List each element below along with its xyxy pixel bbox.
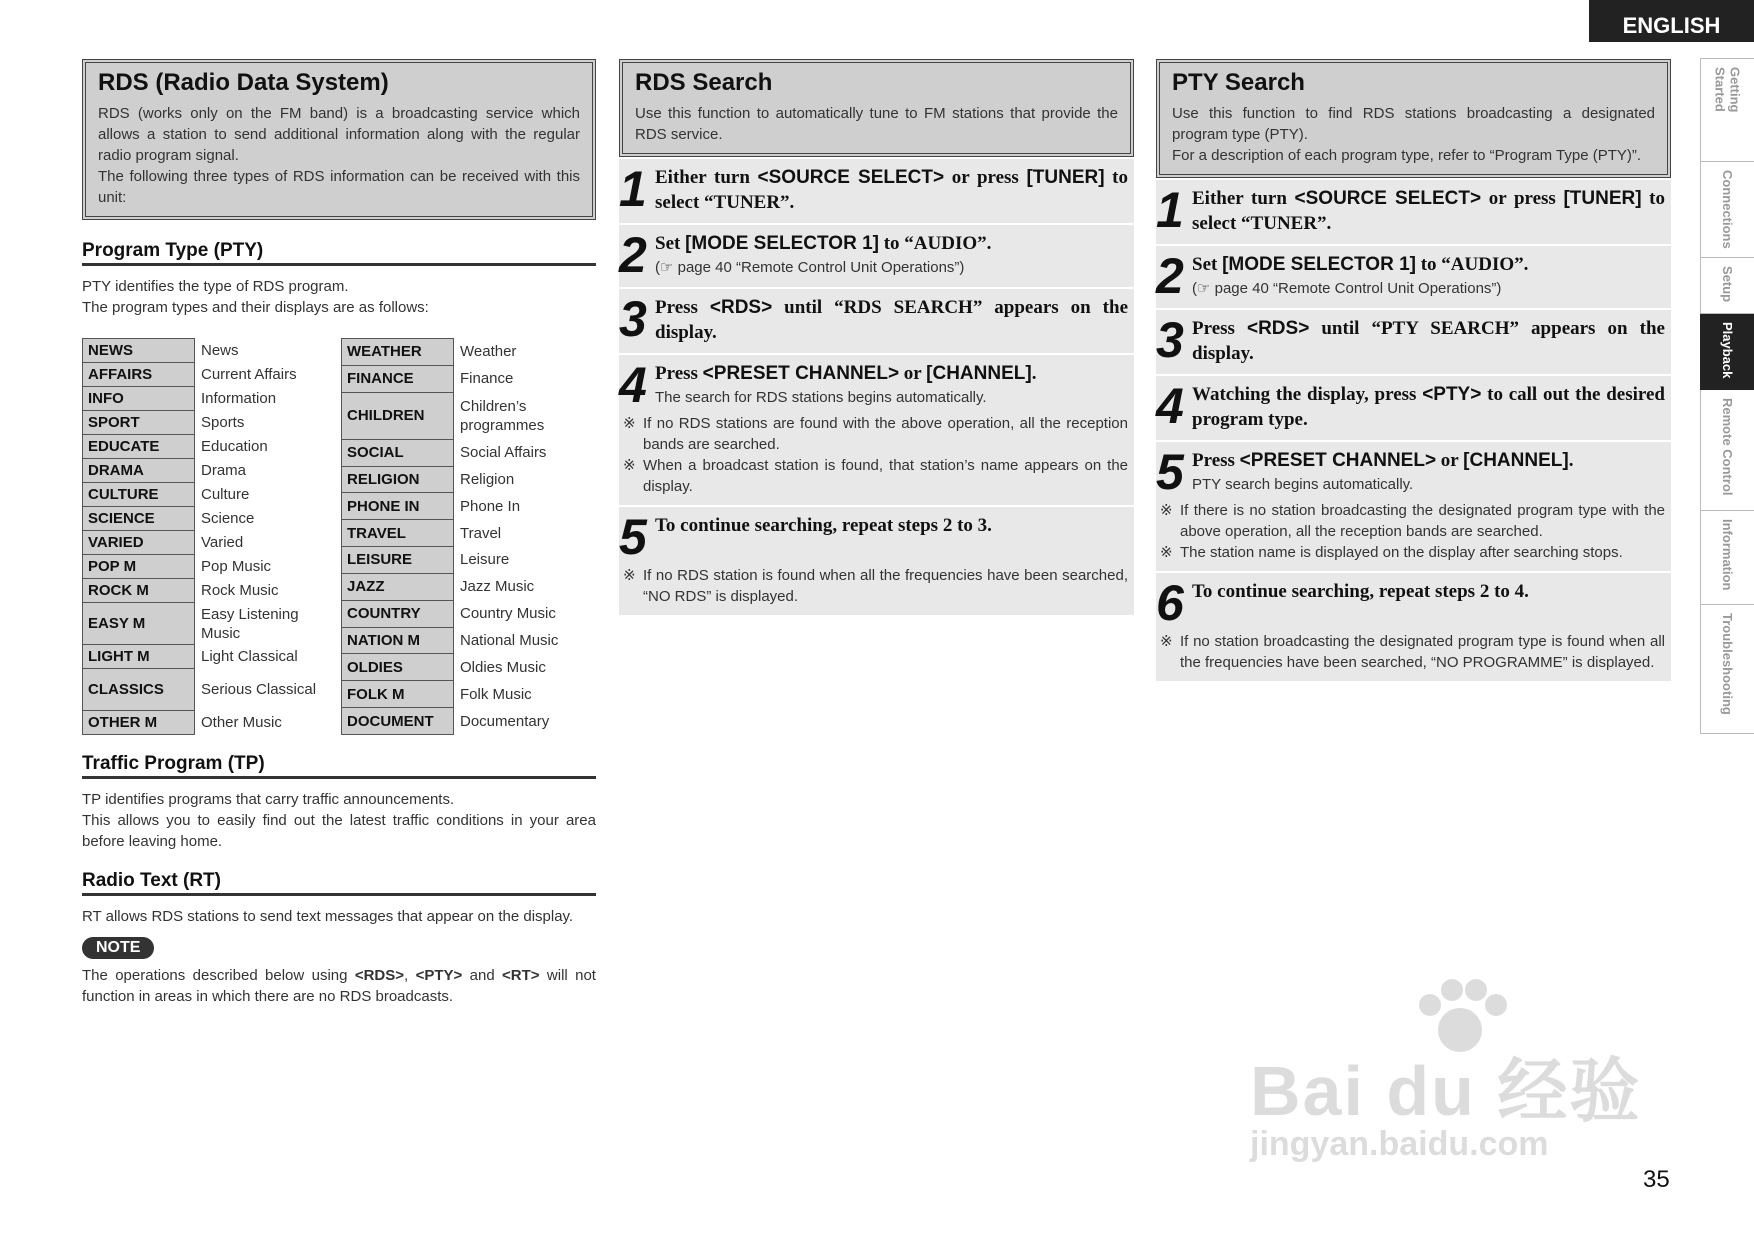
remark: ※ When a broadcast station is found, that station’s name appears on the display. [623, 457, 1128, 495]
pty-display: Light Classical [201, 648, 298, 665]
pty-code: SPORT [83, 411, 195, 435]
pty-display: Leisure [460, 551, 510, 569]
pty-tables [82, 338, 596, 735]
pty-display: Education [201, 438, 268, 455]
pty-display: Sports [201, 414, 245, 431]
pty-display: Serious Classical [201, 681, 317, 698]
rds-intro-2: The following three types of RDS information can be received with this unit: [98, 168, 580, 206]
pty-display: Information [201, 390, 277, 407]
step-number: 3 [619, 291, 647, 347]
pty-row [83, 555, 325, 579]
pty-text-1: PTY identifies the type of RDS program. [82, 278, 349, 295]
pty-description [82, 276, 596, 318]
pty-code: EDUCATE [83, 435, 195, 459]
pty-row [83, 363, 325, 387]
pty-display: Documentary [460, 712, 550, 730]
pty-code: VARIED [83, 531, 195, 555]
step-title: Press <PRESET CHANNEL> or [CHANNEL]. [1192, 450, 1574, 471]
step-number: 5 [619, 509, 647, 565]
rds-search-column [619, 59, 1134, 617]
pty-display: Jazz Music [460, 578, 535, 596]
pty-display: Social Affairs [460, 444, 547, 462]
rds-intro: RDS (works only on the FM band) is a broadcasting service which allows a station to send additional information along with the regular radio program signal. [98, 105, 580, 164]
pty-row [342, 573, 584, 600]
pty-display: Pop Music [201, 558, 272, 575]
rds-search-title: RDS Search [635, 69, 773, 96]
pty-row [342, 708, 584, 735]
baidu-watermark [1240, 975, 1660, 1175]
note-text-post: will not function in areas in which there are no RDS broadcasts. [82, 967, 596, 1005]
rds-step-4 [619, 355, 1134, 507]
step-reference: (☞ page 40 “Remote Control Unit Operations”) [655, 259, 965, 276]
rds-header-box [82, 59, 596, 220]
pty-section-title: Program Type (PTY) [82, 240, 596, 266]
pty-search-title: PTY Search [1172, 69, 1305, 96]
step-number: 6 [1156, 575, 1184, 631]
remark: ※ If no station broadcasting the designated program type is found when all the frequencies have been searched, “NO PROGRAMME” is displayed. [1160, 633, 1665, 671]
pty-row [83, 339, 325, 363]
pty-code: PHONE IN [342, 493, 454, 520]
step-number: 3 [1156, 312, 1184, 368]
step-title: Press <PRESET CHANNEL> or [CHANNEL]. [655, 363, 1037, 384]
note-badge: NOTE [82, 937, 154, 959]
pty-display: Folk Music [460, 685, 532, 703]
pty-step-5 [1156, 442, 1671, 573]
pty-row [83, 669, 325, 711]
step-title: Press <RDS> until “RDS SEARCH” appears on the display. [655, 297, 1129, 343]
pty-row [83, 711, 325, 735]
pty-display: Science [201, 510, 255, 527]
pty-code: SOCIAL [342, 439, 454, 466]
pty-step-6 [1156, 573, 1671, 683]
pty-row [342, 339, 584, 366]
pty-row [83, 483, 325, 507]
remark: ※ If no RDS stations are found with the above operation, all the reception bands are searched. [623, 415, 1128, 453]
pty-row [342, 392, 584, 439]
rt-description: RT allows RDS stations to send text messages that appear on the display. [82, 908, 574, 925]
step-description: PTY search begins automatically. [1192, 476, 1414, 493]
pty-display: Finance [460, 370, 514, 388]
pty-row [83, 645, 325, 669]
page-number: 35 [1643, 1166, 1670, 1193]
pty-step-4 [1156, 376, 1671, 442]
side-nav [1700, 58, 1754, 734]
pty-row [83, 435, 325, 459]
pty-display: News [201, 342, 239, 359]
tp-text-2: This allows you to easily find out the latest traffic conditions in your area before leaving home. [82, 812, 596, 850]
pty-row [83, 507, 325, 531]
pty-search-intro-1: Use this function to find RDS stations broadcasting a designated program type (PTY). [1172, 105, 1655, 143]
step-number: 1 [619, 161, 647, 217]
rds-step-5 [619, 507, 1134, 617]
tp-text-1: TP identifies programs that carry traffic announcements. [82, 791, 455, 808]
pty-row [342, 439, 584, 466]
pty-display: Religion [460, 470, 515, 488]
note-and: and [462, 967, 503, 984]
step-number: 1 [1156, 182, 1184, 238]
step-description: The search for RDS stations begins automatically. [655, 389, 987, 406]
pty-code: FINANCE [342, 365, 454, 392]
pty-row [342, 520, 584, 547]
step-number: 4 [1156, 378, 1184, 434]
pty-code: NEWS [83, 339, 195, 363]
rds-title: RDS (Radio Data System) [98, 69, 389, 96]
step-title: Press <RDS> until “PTY SEARCH” appears on the display. [1192, 318, 1665, 364]
pty-row [342, 466, 584, 493]
pty-display: Rock Music [201, 582, 279, 599]
pty-code: LIGHT M [83, 645, 195, 669]
pty-display: Easy Listening Music [201, 605, 299, 642]
pty-row [83, 603, 325, 645]
pty-code: OLDIES [342, 654, 454, 681]
nav-setup[interactable]: Setup [1700, 258, 1754, 314]
note-text-pre: The operations described below using [82, 967, 355, 984]
pty-code: CULTURE [83, 483, 195, 507]
rds-search-header-box [619, 59, 1134, 157]
step-number: 5 [1156, 444, 1184, 500]
pty-display: Children’s programmes [460, 397, 545, 434]
step-number: 2 [1156, 248, 1184, 304]
pty-display: Phone In [460, 497, 521, 515]
pty-display: Weather [460, 343, 517, 361]
pty-display: Other Music [201, 714, 282, 731]
rds-step-3 [619, 289, 1134, 355]
pty-code: ROCK M [83, 579, 195, 603]
pty-row [83, 411, 325, 435]
pty-row [83, 387, 325, 411]
pty-display: Culture [201, 486, 250, 503]
pty-row [342, 654, 584, 681]
pty-step-2 [1156, 246, 1671, 310]
rds-column [82, 59, 596, 1007]
pty-step-1 [1156, 180, 1671, 246]
pty-code: INFO [83, 387, 195, 411]
remark: ※ The station name is displayed on the display after searching stops. [1160, 544, 1623, 561]
step-reference: (☞ page 40 “Remote Control Unit Operations”) [1192, 280, 1502, 297]
step-title: Either turn <SOURCE SELECT> or press [TUNER] to select “TUNER”. [1192, 188, 1666, 234]
pty-code: JAZZ [342, 573, 454, 600]
pty-search-column [1156, 59, 1671, 683]
rds-search-intro: Use this function to automatically tune to FM stations that provide the RDS service. [635, 105, 1118, 143]
pty-code: DRAMA [83, 459, 195, 483]
pty-display: Current Affairs [201, 366, 297, 383]
nav-playback[interactable]: Playback [1700, 314, 1754, 390]
pty-step-3 [1156, 310, 1671, 376]
pty-code: COUNTRY [342, 600, 454, 627]
pty-display: Oldies Music [460, 658, 546, 676]
step-title: To continue searching, repeat steps 2 to 4. [1192, 581, 1529, 602]
pty-code: EASY M [83, 603, 195, 645]
pty-display: Drama [201, 462, 247, 479]
pty-code: DOCUMENT [342, 708, 454, 735]
pty-code: TRAVEL [342, 520, 454, 547]
rds-step-1 [619, 159, 1134, 225]
pty-code: FOLK M [342, 681, 454, 708]
nav-troubleshooting[interactable]: Troubleshooting [1700, 605, 1754, 734]
remark: ※ If no RDS station is found when all the frequencies have been searched, “NO RDS” is displayed. [623, 567, 1128, 605]
pty-row [83, 531, 325, 555]
pty-row [83, 459, 325, 483]
nav-connections[interactable]: Connections [1700, 162, 1754, 258]
pty-row [83, 579, 325, 603]
watermark-text: Bai du 经验 [1250, 1052, 1642, 1130]
pty-code: WEATHER [342, 339, 454, 366]
language-tab: ENGLISH [1589, 0, 1754, 42]
note-comma: , [404, 967, 416, 984]
pty-text-2: The program types and their displays are as follows: [82, 299, 429, 316]
pty-display: Country Music [460, 605, 556, 623]
step-number: 2 [619, 227, 647, 283]
tp-description [82, 789, 596, 852]
pty-code: POP M [83, 555, 195, 579]
step-title: Set [MODE SELECTOR 1] to “AUDIO”. [1192, 254, 1529, 275]
pty-code: CLASSICS [83, 669, 195, 711]
pty-code: LEISURE [342, 547, 454, 574]
pty-table-right [341, 338, 584, 735]
pty-display: Varied [201, 534, 244, 551]
tp-section-title: Traffic Program (TP) [82, 753, 596, 779]
nav-getting-started[interactable]: Getting Started [1700, 58, 1754, 162]
rds-step-2 [619, 225, 1134, 289]
nav-remote-control[interactable]: Remote Control [1700, 390, 1754, 511]
step-number: 4 [619, 357, 647, 413]
pty-row [342, 547, 584, 574]
pty-search-intro-2: For a description of each program type, refer to “Program Type (PTY)”. [1172, 147, 1642, 164]
step-title: Either turn <SOURCE SELECT> or press [TUNER] to select “TUNER”. [655, 167, 1129, 213]
pty-display: Travel [460, 524, 502, 542]
note-rds-key: <RDS> [354, 967, 405, 984]
note-pty-key: <PTY> [415, 967, 463, 984]
pty-search-header-box [1156, 59, 1671, 178]
pty-code: CHILDREN [342, 392, 454, 439]
step-title: Watching the display, press <PTY> to call out the desired program type. [1192, 384, 1665, 430]
pty-code: SCIENCE [83, 507, 195, 531]
step-title: To continue searching, repeat steps 2 to 3. [655, 515, 992, 536]
pty-display: National Music [460, 631, 559, 649]
pty-table-left [82, 338, 325, 735]
note-rt-key: <RT> [502, 967, 540, 984]
note-text [82, 965, 596, 1007]
pty-row [342, 627, 584, 654]
pty-code: RELIGION [342, 466, 454, 493]
pty-code: NATION M [342, 627, 454, 654]
nav-information[interactable]: Information [1700, 511, 1754, 605]
remark: ※ If there is no station broadcasting the designated program type with the above operation, all the reception bands are searched. [1160, 502, 1665, 540]
watermark-url: jingyan.baidu.com [1250, 1125, 1549, 1163]
rt-section-title: Radio Text (RT) [82, 870, 596, 896]
pty-code: AFFAIRS [83, 363, 195, 387]
pty-code: OTHER M [83, 711, 195, 735]
pty-row [342, 681, 584, 708]
pty-row [342, 600, 584, 627]
step-title: Set [MODE SELECTOR 1] to “AUDIO”. [655, 233, 992, 254]
pty-row [342, 493, 584, 520]
pty-row [342, 365, 584, 392]
